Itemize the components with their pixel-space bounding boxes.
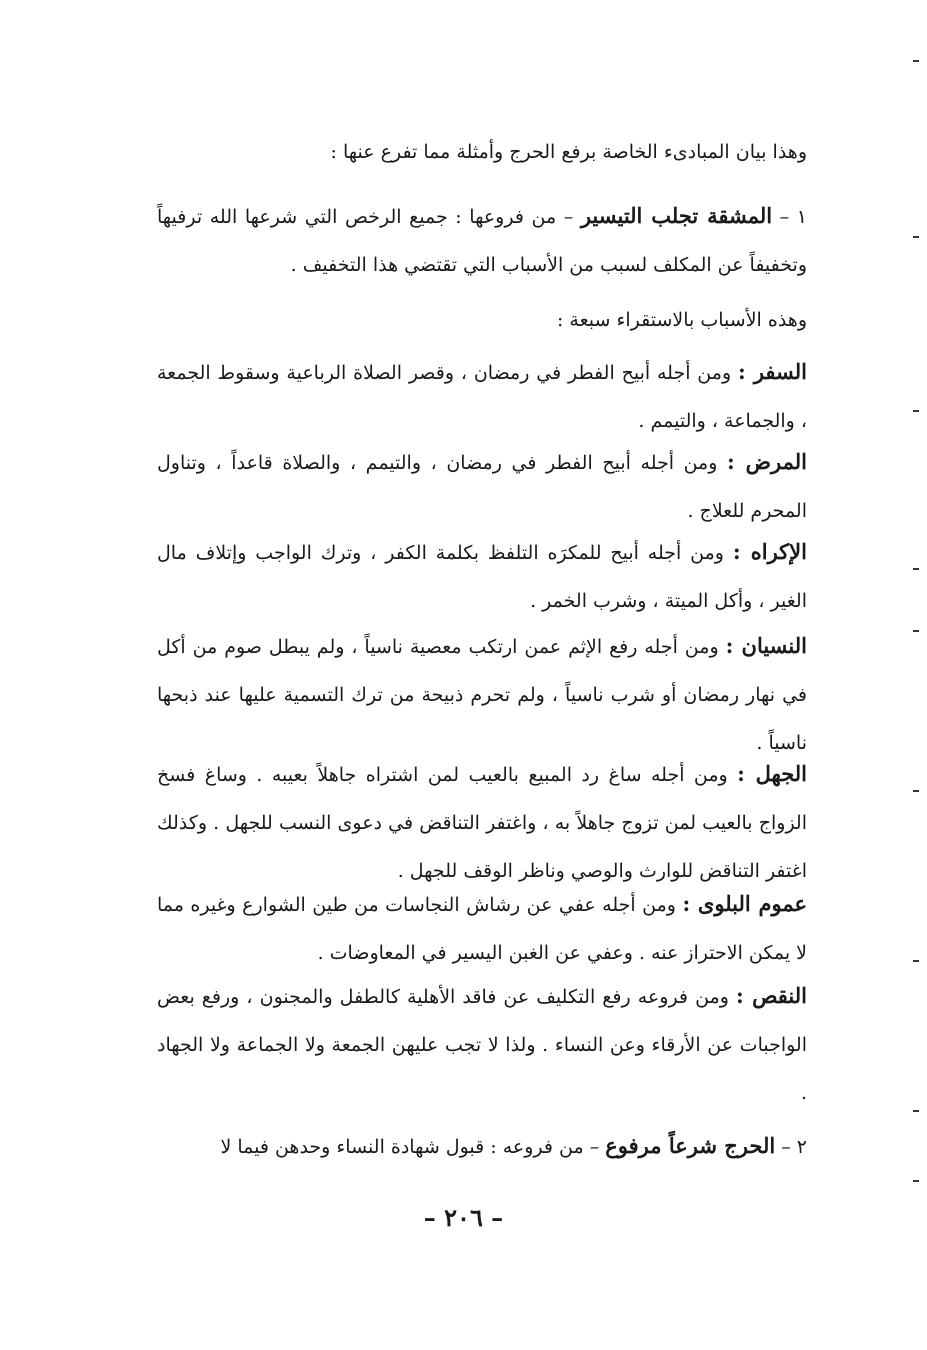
margin-mark — [913, 410, 919, 412]
cause-term: النقص : — [735, 983, 807, 1008]
principle-2-text: – من فروعه : قبول شهادة النساء وحدهن فيما لا — [220, 1136, 600, 1158]
cause-text: ومن أجله أبيح للمكرَه التلفظ بكلمة الكفر ، وترك الواجب وإتلاف مال الغير ، وأكل الميتة ، وشرب الخمر . — [157, 542, 807, 612]
cause-general-affliction-paragraph — [157, 880, 807, 977]
cause-illness-paragraph — [157, 438, 807, 535]
page-number: – ٢٠٦ – — [423, 1203, 504, 1232]
cause-term: الإكراه : — [732, 539, 807, 564]
intro-paragraph — [157, 128, 807, 176]
cause-term: النسيان : — [725, 633, 807, 658]
principle-2-number: ٢ – — [781, 1136, 807, 1158]
cause-coercion-paragraph — [157, 528, 807, 625]
margin-mark — [913, 568, 919, 570]
principle-1-paragraph — [157, 192, 807, 289]
causes-intro-paragraph — [157, 296, 807, 344]
cause-text: ومن أجله أبيح الفطر في رمضان ، والتيمم ، والصلاة قاعداً ، وتناول المحرم للعلاج . — [157, 452, 807, 522]
cause-text: ومن أجله ساغ رد المبيع بالعيب لمن اشتراه جاهلاً بعيبه . وساغ فسخ الزواج بالعيب لمن تزوج جاهلاً به ، واغتفر التناقض في دعوى النسب للجهل . وكذلك اغتفر التناقض للوارث والوصي وناظر الوقف للجهل . — [157, 764, 807, 882]
margin-mark — [913, 1180, 919, 1182]
cause-forgetfulness-paragraph — [157, 622, 807, 767]
cause-term: عموم البلوى : — [682, 891, 808, 916]
principle-1-title: المشقة تجلب التيسير — [580, 203, 773, 228]
cause-text: ومن أجله عفي عن رشاش النجاسات من طين الشوارع وغيره مما لا يمكن الاحتراز عنه . وعفي عن الغبن اليسير في المعاوضات . — [157, 894, 807, 964]
principle-2-paragraph — [157, 1122, 807, 1171]
margin-mark — [913, 960, 919, 962]
cause-text: ومن أجله أبيح الفطر في رمضان ، وقصر الصلاة الرباعية وسقوط الجمعة ، والجماعة ، والتيمم . — [157, 362, 807, 432]
causes-intro-text: وهذه الأسباب بالاستقراء سبعة : — [556, 309, 807, 331]
cause-text: ومن فروعه رفع التكليف عن فاقد الأهلية كالطفل والمجنون ، ورفع بعض الواجبات عن الأرقاء وعن النساء . ولذا لا تجب عليهن الجمعة ولا الجماعة ولا الجهاد . — [157, 986, 807, 1104]
cause-ignorance-paragraph — [157, 750, 807, 895]
cause-deficiency-paragraph — [157, 972, 807, 1117]
margin-mark — [913, 790, 919, 792]
margin-mark — [913, 236, 919, 238]
intro-text: وهذا بيان المبادىء الخاصة برفع الحرج وأمثلة مما تفرع عنها : — [330, 141, 807, 163]
principle-1-number: ١ – — [779, 206, 807, 228]
margin-mark — [913, 630, 919, 632]
cause-term: الجهل : — [737, 761, 808, 786]
cause-term: المرض : — [727, 449, 807, 474]
principle-1-text: – من فروعها : جميع الرخص التي شرعها الله ترفيهاً وتخفيفاً عن المكلف لسبب من الأسباب التي تقتضي هذا التخفيف . — [157, 206, 807, 276]
cause-term: السفر : — [737, 359, 808, 384]
margin-mark — [913, 1110, 919, 1112]
cause-travel-paragraph — [157, 348, 807, 445]
margin-mark — [913, 60, 919, 62]
cause-text: ومن أجله رفع الإثم عمن ارتكب معصية ناسياً ، ولم يبطل صوم من أكل في نهار رمضان أو شرب ناسياً ، ولم تحرم ذبيحة من ترك التسمية عليها عند ذبحها ناسياً . — [157, 636, 807, 754]
principle-2-title: الحرج شرعاً مرفوع — [605, 1133, 776, 1158]
